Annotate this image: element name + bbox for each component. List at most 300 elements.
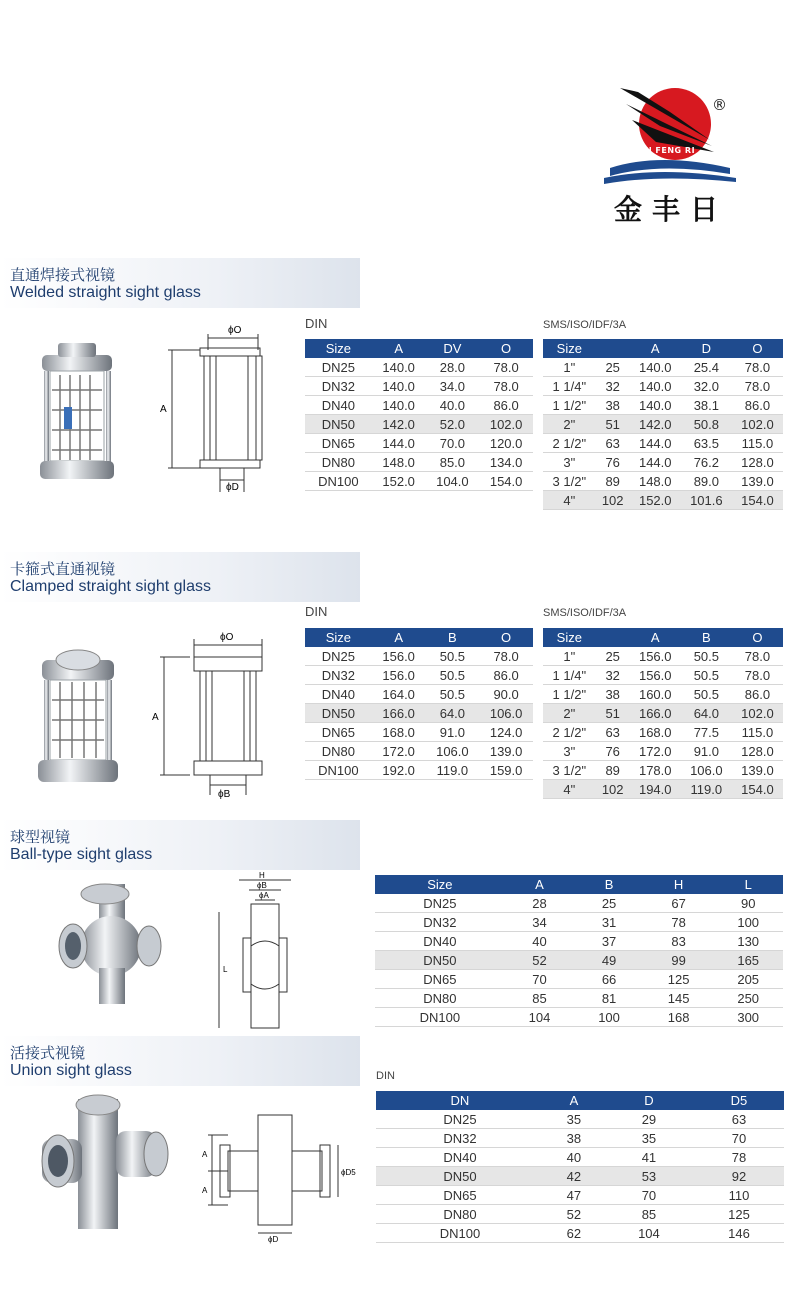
table-cell: 154.0 [479,472,533,491]
table-row [543,780,783,799]
table-cell: 2 1/2" [543,723,596,742]
table-cell: 53 [604,1167,694,1186]
table-cell: DN100 [305,761,372,780]
table-row [543,723,783,742]
table-cell: 166.0 [630,704,681,723]
table-cell: DN50 [375,951,505,970]
table-cell: 34 [505,913,575,932]
table-cell: 110 [694,1186,784,1205]
table-cell: 50.5 [426,647,480,666]
table-cell: 86.0 [479,666,533,685]
dim-label-h: H [259,871,265,880]
table-cell: 142.0 [372,415,426,434]
table-cell: 66 [574,970,644,989]
table-header-row [376,1091,784,1110]
table-cell: DN32 [375,913,505,932]
table-cell: 28.0 [426,358,480,377]
table-cell: DN50 [305,415,372,434]
table-cell: 104 [505,1008,575,1027]
table-cell: 92 [694,1167,784,1186]
table-cell: 2" [543,704,596,723]
table-cell: 89.0 [681,472,732,491]
table-header-row [543,339,783,358]
clamped-sms-table [543,628,783,799]
column-header: Size [305,628,372,647]
column-header: DV [426,339,480,358]
section-title-en: Ball-type sight glass [10,846,153,863]
table-row [375,989,783,1008]
table-cell: 148.0 [372,453,426,472]
section-title-cn: 卡箍式直通视镜 [10,560,116,578]
table-cell: 1" [543,358,596,377]
dim-label-a2: A [202,1186,208,1195]
table-row [376,1148,784,1167]
column-header: D [604,1091,694,1110]
table-row [376,1205,784,1224]
table-cell: 128.0 [732,453,783,472]
table-cell: 78.0 [732,647,783,666]
table-cell: 106.0 [426,742,480,761]
table-cell: 120.0 [479,434,533,453]
table-cell: 40 [505,932,575,951]
table-cell: 4" [543,780,596,799]
column-header: A [505,875,575,894]
table-row [543,358,783,377]
section-title-en: Clamped straight sight glass [10,578,211,595]
column-header: H [644,875,714,894]
table-cell: 32.0 [681,377,732,396]
column-header: B [681,628,732,647]
table-cell: 250 [713,989,783,1008]
table-row [376,1167,784,1186]
table-cell: DN80 [305,453,372,472]
table-row [543,685,783,704]
column-header: A [372,339,426,358]
table-cell: 154.0 [732,780,783,799]
column-header: B [426,628,480,647]
table-cell: 1 1/2" [543,396,596,415]
table-cell: 3" [543,742,596,761]
table-cell: 89 [596,472,630,491]
dim-label-top: ϕO [228,325,242,336]
table-row [375,970,783,989]
union-technical-drawing [198,1105,356,1245]
table-cell: 25.4 [681,358,732,377]
table-cell: 125 [644,970,714,989]
dim-label-bottom: ϕD [226,482,239,493]
table-cell: 28 [505,894,575,913]
column-header: Size [375,875,505,894]
section-title-cn: 活接式视镜 [10,1044,86,1062]
table-cell: 50.5 [681,685,732,704]
table-cell: 140.0 [630,377,681,396]
table-cell: 63.5 [681,434,732,453]
dim-label-b: ϕB [257,881,267,890]
table-cell: 34.0 [426,377,480,396]
table-cell: 100 [574,1008,644,1027]
column-header: Size [305,339,372,358]
table-row [543,453,783,472]
dim-label-a1: A [202,1150,208,1159]
table-cell: 104.0 [426,472,480,491]
table-header-row [375,875,783,894]
table-cell: 37 [574,932,644,951]
clamped-technical-drawing [150,625,285,805]
column-header [596,628,630,647]
table-cell: 67 [644,894,714,913]
table-cell: 3 1/2" [543,472,596,491]
table-row [543,491,783,510]
table-cell: 63 [596,434,630,453]
welded-sight-glass-photo [30,335,125,495]
table-cell: DN50 [376,1167,544,1186]
ball-technical-drawing [215,868,310,1033]
table-cell: 139.0 [732,472,783,491]
section-header-welded [0,258,360,308]
table-cell: DN100 [376,1224,544,1243]
table-row [305,704,533,723]
table-cell: 89 [596,761,630,780]
table-row [305,396,533,415]
table-cell: 2" [543,415,596,434]
brand-logo [600,82,740,227]
table-cell: 76.2 [681,453,732,472]
table-cell: 62 [544,1224,604,1243]
table-cell: 32 [596,377,630,396]
table-cell: 78.0 [732,377,783,396]
table-cell: 86.0 [479,396,533,415]
table-cell: 85 [505,989,575,1008]
table-row [543,666,783,685]
table-cell: 32 [596,666,630,685]
table-cell: 25 [596,358,630,377]
table-cell: 86.0 [732,685,783,704]
table-row [543,647,783,666]
table-row [375,913,783,932]
table-cell: DN65 [305,434,372,453]
table-cell: DN40 [305,396,372,415]
table-cell: 81 [574,989,644,1008]
column-header: O [479,339,533,358]
table-cell: 35 [544,1110,604,1129]
table-cell: 140.0 [372,396,426,415]
registered-mark: ® [712,96,727,114]
table-cell: DN100 [375,1008,505,1027]
table-row [376,1129,784,1148]
table-row [543,704,783,723]
table-cell: 106.0 [479,704,533,723]
table-row [305,377,533,396]
table-row [305,472,533,491]
table-cell: DN65 [375,970,505,989]
table-row [305,358,533,377]
column-header: O [479,628,533,647]
table-cell: 101.6 [681,491,732,510]
table-cell: 172.0 [630,742,681,761]
table-cell: 63 [596,723,630,742]
table-cell: 50.5 [681,666,732,685]
welded-din-table [305,339,533,491]
welded-technical-drawing [160,320,285,500]
table-row [376,1110,784,1129]
table-cell: 35 [604,1129,694,1148]
table-cell: 70 [604,1186,694,1205]
din-label: DIN [305,316,328,331]
table-cell: 168.0 [372,723,426,742]
column-header [596,339,630,358]
table-row [543,761,783,780]
clamped-sight-glass-photo [28,640,128,800]
table-cell: 166.0 [372,704,426,723]
table-cell: 140.0 [630,358,681,377]
table-cell: DN80 [305,742,372,761]
table-cell: 102 [596,491,630,510]
table-cell: 178.0 [630,761,681,780]
table-cell: 63 [694,1110,784,1129]
table-cell: 40.0 [426,396,480,415]
section-header-ball [0,820,360,870]
column-header: D [681,339,732,358]
table-cell: 25 [574,894,644,913]
section-title-en: Union sight glass [10,1062,132,1079]
table-cell: 38 [596,685,630,704]
table-row [375,1008,783,1027]
table-cell: 40 [544,1148,604,1167]
table-cell: 29 [604,1110,694,1129]
table-cell: 205 [713,970,783,989]
table-cell: 85 [604,1205,694,1224]
table-cell: 99 [644,951,714,970]
table-cell: DN100 [305,472,372,491]
column-header: D5 [694,1091,784,1110]
table-cell: 91.0 [426,723,480,742]
table-cell: DN40 [375,932,505,951]
table-cell: DN32 [305,377,372,396]
union-sight-glass-photo [28,1095,178,1235]
table-cell: 64.0 [681,704,732,723]
table-cell: 104 [604,1224,694,1243]
table-cell: 142.0 [630,415,681,434]
table-row [375,894,783,913]
table-cell: 144.0 [372,434,426,453]
dim-label-d: ϕD [268,1235,279,1244]
table-row [305,453,533,472]
table-cell: 78.0 [732,666,783,685]
table-cell: 144.0 [630,434,681,453]
table-header-row [305,339,533,358]
union-spec-table [376,1091,784,1243]
table-cell: 52.0 [426,415,480,434]
table-cell: 102 [596,780,630,799]
table-cell: 119.0 [426,761,480,780]
table-cell: DN40 [376,1148,544,1167]
dim-label-side: A [160,404,167,415]
table-cell: 38 [596,396,630,415]
column-header: Size [543,628,596,647]
table-cell: 50.5 [426,666,480,685]
table-cell: 85.0 [426,453,480,472]
table-cell: 152.0 [372,472,426,491]
table-cell: 3" [543,453,596,472]
dim-label-a: ϕA [259,891,269,900]
table-cell: 41 [604,1148,694,1167]
table-cell: 160.0 [630,685,681,704]
table-cell: 140.0 [630,396,681,415]
table-cell: 38.1 [681,396,732,415]
table-cell: 156.0 [372,647,426,666]
table-cell: 77.5 [681,723,732,742]
table-cell: DN25 [375,894,505,913]
table-cell: 139.0 [479,742,533,761]
table-row [305,761,533,780]
table-cell: 119.0 [681,780,732,799]
table-row [305,685,533,704]
table-cell: 156.0 [630,666,681,685]
column-header: Size [543,339,596,358]
table-cell: DN25 [305,647,372,666]
table-cell: 128.0 [732,742,783,761]
table-cell: 125 [694,1205,784,1224]
table-cell: DN32 [305,666,372,685]
table-cell: 38 [544,1129,604,1148]
section-title-cn: 直通焊接式视镜 [10,266,116,284]
table-cell: 1" [543,647,596,666]
table-row [305,742,533,761]
table-cell: 51 [596,415,630,434]
table-cell: 70 [694,1129,784,1148]
dim-label-l: L [223,965,228,974]
table-cell: 146 [694,1224,784,1243]
table-cell: 139.0 [732,761,783,780]
table-row [543,472,783,491]
table-cell: 50.5 [426,685,480,704]
table-row [305,434,533,453]
table-row [305,415,533,434]
sms-label: SMS/ISO/IDF/3A [543,607,627,619]
din-label: DIN [305,604,328,619]
table-cell: 2 1/2" [543,434,596,453]
dim-label-d5: ϕD5 [341,1168,356,1177]
logo-text-en: JIN FENG RI [638,146,696,155]
table-cell: 50.8 [681,415,732,434]
table-cell: 78 [694,1148,784,1167]
column-header: O [732,339,783,358]
table-cell: 42 [544,1167,604,1186]
table-cell: 52 [505,951,575,970]
table-cell: 144.0 [630,453,681,472]
table-cell: 86.0 [732,396,783,415]
table-cell: 52 [544,1205,604,1224]
table-cell: 130 [713,932,783,951]
table-cell: 51 [596,704,630,723]
table-cell: 78.0 [479,358,533,377]
table-cell: 165 [713,951,783,970]
table-cell: 115.0 [732,434,783,453]
table-cell: DN40 [305,685,372,704]
table-row [375,932,783,951]
table-row [543,742,783,761]
table-row [305,647,533,666]
table-cell: 76 [596,453,630,472]
table-cell: 106.0 [681,761,732,780]
column-header: B [574,875,644,894]
table-cell: 4" [543,491,596,510]
table-cell: DN32 [376,1129,544,1148]
table-row [543,434,783,453]
table-cell: 134.0 [479,453,533,472]
table-cell: 156.0 [630,647,681,666]
table-cell: 172.0 [372,742,426,761]
table-cell: DN25 [305,358,372,377]
table-row [305,723,533,742]
table-cell: 148.0 [630,472,681,491]
table-row [375,951,783,970]
table-cell: 90 [713,894,783,913]
clamped-din-table [305,628,533,780]
table-cell: 102.0 [479,415,533,434]
table-cell: 159.0 [479,761,533,780]
table-row [376,1186,784,1205]
ball-sight-glass-photo [45,880,175,1010]
table-row [543,377,783,396]
table-cell: 156.0 [372,666,426,685]
section-header-union [0,1036,360,1086]
table-cell: DN80 [375,989,505,1008]
table-cell: 1 1/2" [543,685,596,704]
table-cell: DN80 [376,1205,544,1224]
table-row [305,666,533,685]
table-cell: 164.0 [372,685,426,704]
table-cell: 1 1/4" [543,377,596,396]
welded-sms-table [543,339,783,510]
table-cell: 168.0 [630,723,681,742]
table-cell: 78 [644,913,714,932]
table-cell: DN50 [305,704,372,723]
table-cell: 102.0 [732,415,783,434]
table-cell: 194.0 [630,780,681,799]
column-header: L [713,875,783,894]
table-cell: 78.0 [479,377,533,396]
table-cell: 152.0 [630,491,681,510]
table-cell: 50.5 [681,647,732,666]
column-header: A [372,628,426,647]
section-title-cn: 球型视镜 [10,828,71,846]
table-cell: 3 1/2" [543,761,596,780]
table-row [376,1224,784,1243]
column-header: A [544,1091,604,1110]
table-cell: 100 [713,913,783,932]
table-cell: 1 1/4" [543,666,596,685]
table-cell: 140.0 [372,377,426,396]
table-cell: 90.0 [479,685,533,704]
table-header-row [305,628,533,647]
table-cell: 300 [713,1008,783,1027]
table-cell: 124.0 [479,723,533,742]
table-cell: 47 [544,1186,604,1205]
column-header: DN [376,1091,544,1110]
section-header-clamped [0,552,360,602]
column-header: A [630,339,681,358]
table-cell: 64.0 [426,704,480,723]
table-cell: 115.0 [732,723,783,742]
logo-text-cn: 金丰日 [614,193,729,226]
table-cell: 168 [644,1008,714,1027]
dim-label-bottom: ϕB [218,789,231,800]
table-cell: 78.0 [732,358,783,377]
table-cell: 192.0 [372,761,426,780]
table-cell: 49 [574,951,644,970]
column-header: A [630,628,681,647]
